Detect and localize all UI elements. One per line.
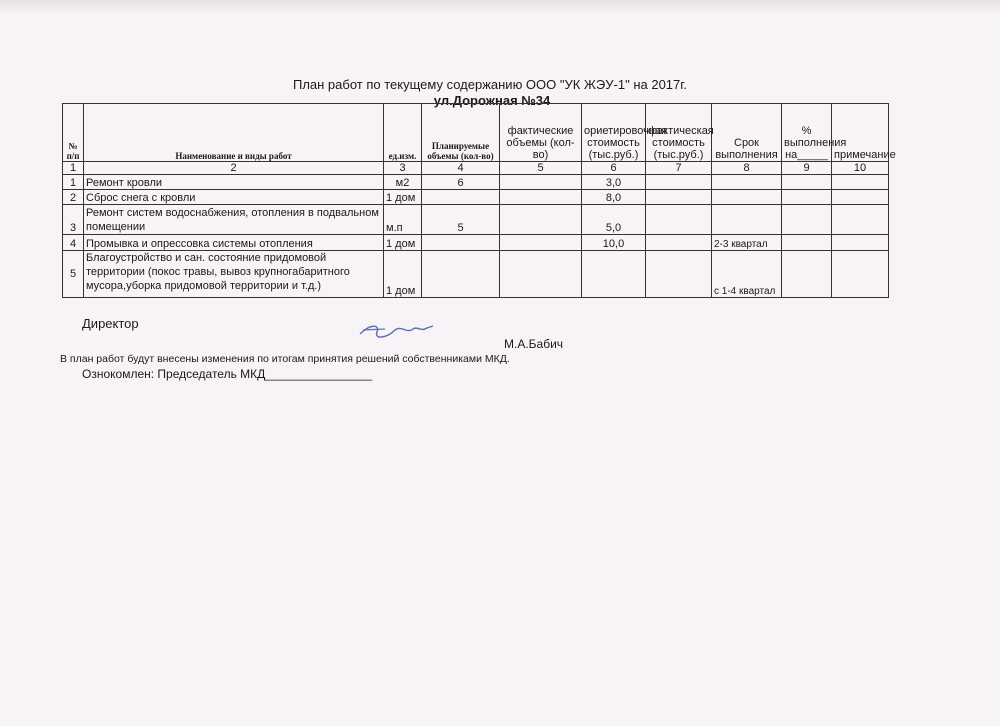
col-number: 10 — [832, 162, 889, 175]
term-cell — [712, 175, 782, 190]
cost-cell: 5,0 — [582, 205, 646, 235]
percent-cell — [782, 190, 832, 205]
cost-cell — [582, 251, 646, 298]
cost-cell: 8,0 — [582, 190, 646, 205]
col-number: 7 — [646, 162, 712, 175]
term-cell: 2-3 квартал — [712, 235, 782, 251]
work-plan-table — [62, 103, 896, 298]
percent-cell — [782, 205, 832, 235]
header-cell: Срок выполнения — [712, 104, 782, 162]
plan-volume-cell — [422, 190, 500, 205]
fact-volume-cell — [500, 205, 582, 235]
signature-stroke — [360, 326, 433, 337]
fact-cost-cell — [646, 205, 712, 235]
acknowledgement-line: Ознокомлен: Председатель МКД________________ — [82, 367, 373, 381]
row-number: 1 — [63, 175, 84, 190]
header-cell: фактические объемы (кол-во) — [500, 104, 582, 162]
cost-cell: 10,0 — [582, 235, 646, 251]
cost-cell: 3,0 — [582, 175, 646, 190]
header-cell: фактическая стоимость (тыс.руб.) — [646, 104, 712, 162]
header-cell: № п/п — [63, 104, 84, 162]
header-cell: примечание — [832, 104, 889, 162]
term-cell — [712, 190, 782, 205]
table-row — [63, 235, 889, 251]
document-title: План работ по текущему содержанию ООО "УК ЖЭУ-1" на 2017г. — [292, 77, 688, 92]
percent-cell — [782, 235, 832, 251]
note-cell — [832, 235, 889, 251]
header-cell: ед.изм. — [384, 104, 422, 162]
col-number: 2 — [84, 162, 384, 175]
col-number: 4 — [422, 162, 500, 175]
header-cell: ориетировочная стоимость (тыс.руб.) — [582, 104, 646, 162]
unit-cell: 1 дом — [384, 190, 422, 205]
table-row — [63, 190, 889, 205]
note-cell — [832, 190, 889, 205]
plan-volume-cell: 5 — [422, 205, 500, 235]
table-row — [63, 205, 889, 235]
director-name: М.А.Бабич — [504, 337, 564, 351]
col-number: 6 — [582, 162, 646, 175]
note-cell — [832, 175, 889, 190]
col-number: 1 — [63, 162, 84, 175]
plan-volume-cell: 6 — [422, 175, 500, 190]
row-number: 5 — [63, 251, 84, 298]
fact-volume-cell — [500, 175, 582, 190]
work-name: Сброс снега с кровли — [84, 190, 384, 205]
work-name: Благоустройство и сан. состояние придомовой территории (покос травы, вывоз крупногабаритного мусора,уборка придомовой территории и т.д.) — [84, 251, 384, 298]
term-cell — [712, 205, 782, 235]
col-number: 5 — [500, 162, 582, 175]
unit-cell: м2 — [384, 175, 422, 190]
fact-cost-cell — [646, 235, 712, 251]
address-title: ул.Дорожная №34 — [433, 93, 551, 108]
fact-volume-cell — [500, 190, 582, 205]
note-cell — [832, 205, 889, 235]
fact-cost-cell — [646, 175, 712, 190]
page-edge — [0, 0, 1000, 14]
plan-volume-cell — [422, 235, 500, 251]
unit-cell: м.п — [384, 205, 422, 235]
note-cell — [832, 251, 889, 298]
col-number: 8 — [712, 162, 782, 175]
director-label: Директор — [82, 316, 139, 331]
row-number: 3 — [63, 205, 84, 235]
percent-cell — [782, 251, 832, 298]
signature-mark — [355, 320, 450, 342]
work-name: Ремонт кровли — [84, 175, 384, 190]
fact-volume-cell — [500, 235, 582, 251]
fact-cost-cell — [646, 190, 712, 205]
percent-cell — [782, 175, 832, 190]
fact-cost-cell — [646, 251, 712, 298]
col-number: 9 — [782, 162, 832, 175]
unit-cell: 1 дом — [384, 235, 422, 251]
header-cell: Планируемые объемы (кол-во) — [422, 104, 500, 162]
unit-cell: 1 дом — [384, 251, 422, 298]
term-cell: с 1-4 квартал — [712, 251, 782, 298]
work-name: Ремонт систем водоснабжения, отопления в подвальном помещении — [84, 205, 384, 235]
fact-volume-cell — [500, 251, 582, 298]
row-number: 4 — [63, 235, 84, 251]
table-header-row — [63, 104, 889, 162]
table-row — [63, 175, 889, 190]
plan-note: В план работ будут внесены изменения по итогам принятия решений собственниками МКД. — [60, 353, 510, 365]
col-number: 3 — [384, 162, 422, 175]
header-cell: Наименование и виды работ — [84, 104, 384, 162]
header-cell: % выполнения на_____ — [782, 104, 832, 162]
work-name: Промывка и опрессовка системы отопления — [84, 235, 384, 251]
table-row — [63, 251, 889, 298]
row-number: 2 — [63, 190, 84, 205]
column-number-row — [63, 162, 889, 175]
plan-volume-cell — [422, 251, 500, 298]
